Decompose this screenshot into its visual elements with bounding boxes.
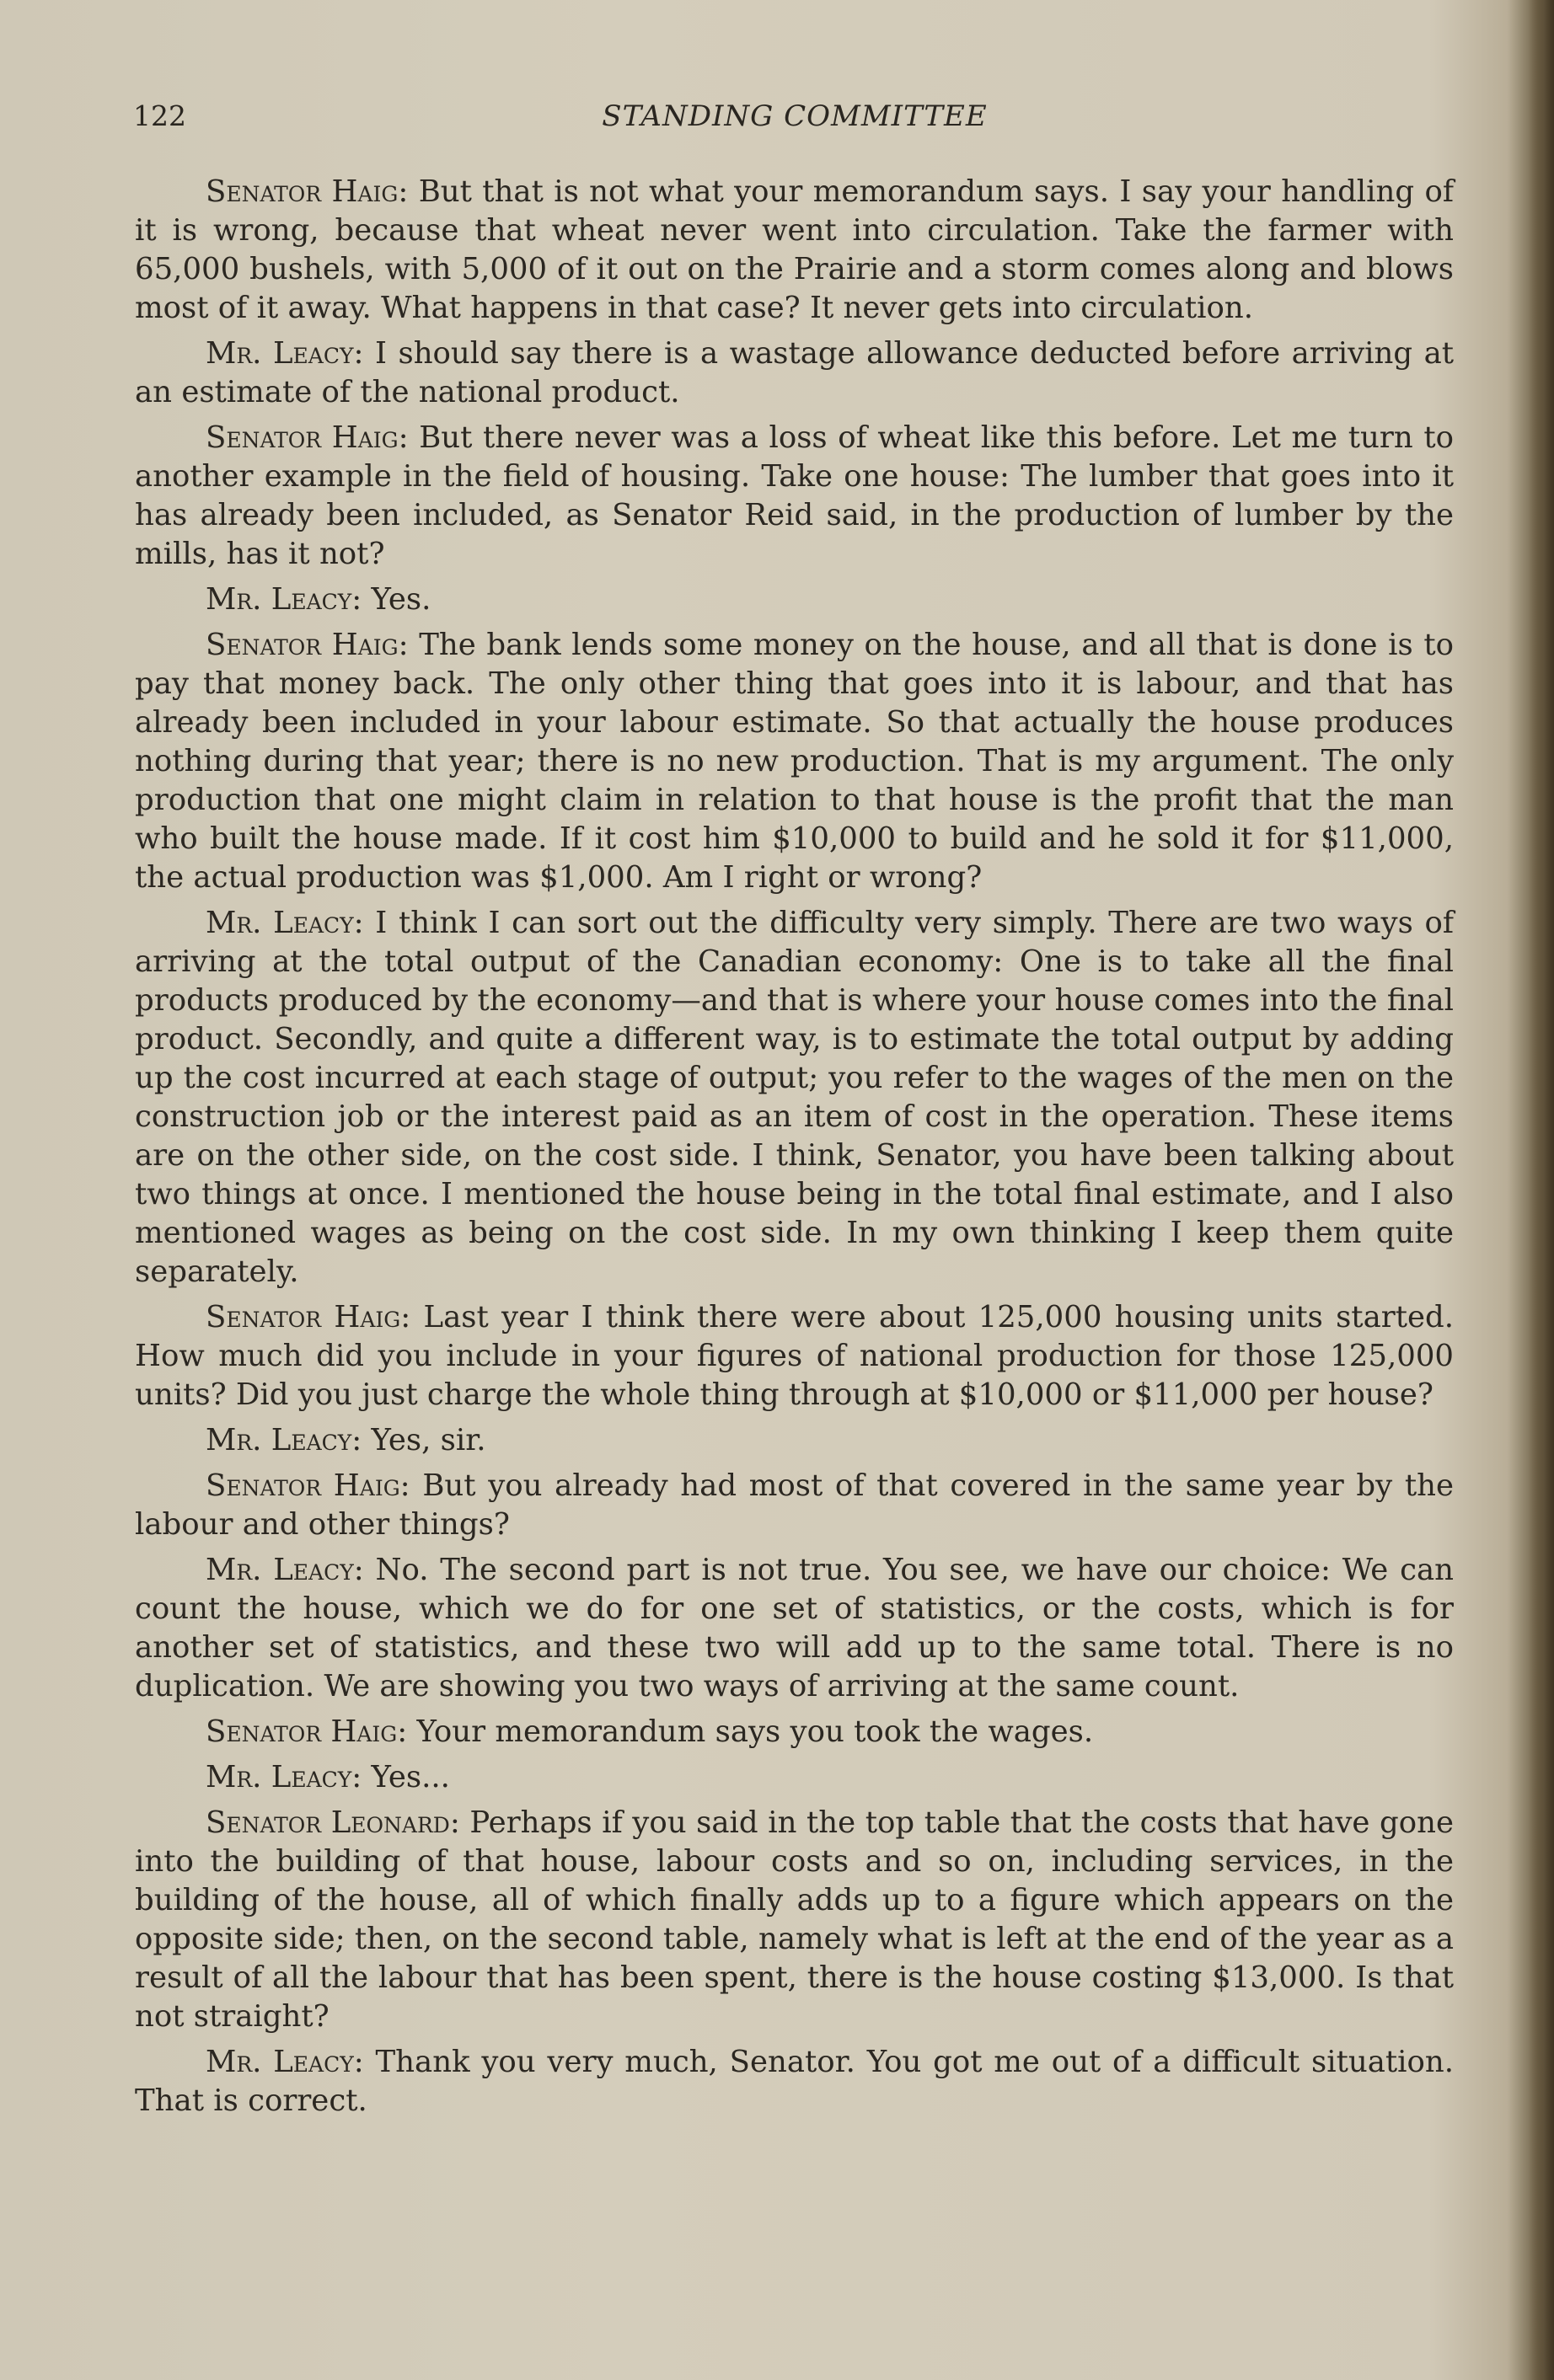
transcript-body (135, 173, 1454, 2127)
speaker-name: Mr. Leacy: (206, 1553, 364, 1587)
speech-text: But there never was a loss of wheat like this before. Let me turn to another example in the field of housing. Take one house: The lumber that goes into it has already been included, as Senator Reid said, in the production of lumber by the mills, has it not? (135, 420, 1454, 571)
paragraph-1 (135, 173, 1454, 328)
speaker-name: Mr. Leacy: (206, 1423, 362, 1457)
speech-text: Last year I think there were about 125,000 housing units started. How much did you include in your figures of national production for those 125,000 units? Did you just charge the whole thing through at $10,000 or $11,000 per house? (135, 1300, 1454, 1412)
paragraph-8 (135, 1421, 1454, 1460)
speech-text: I should say there is a wastage allowance deducted before arriving at an estimate of the national product. (135, 336, 1454, 409)
speech-text: No. The second part is not true. You see, we have our choice: We can count the house, which we do for one set of statistics, or the costs, which is for another set of statistics, and these two will add up to the same total. There is no duplication. We are showing you two ways of arriving at the same count. (135, 1553, 1454, 1703)
paragraph-4 (135, 580, 1454, 619)
speech-text: Yes, sir. (371, 1423, 486, 1457)
speech-text: Your memorandum says you took the wages. (416, 1714, 1094, 1749)
speaker-name: Mr. Leacy: (206, 906, 364, 940)
page-number: 122 (133, 99, 186, 132)
paragraph-3 (135, 419, 1454, 574)
speaker-name: Senator Haig: (206, 1300, 411, 1334)
speaker-name: Mr. Leacy: (206, 1760, 362, 1794)
speech-text: The bank lends some money on the house, and all that is done is to pay that money back. The only other thing that goes into it is labour, and that has already been included in your labour estimate. So that actually the house produces nothing during that year; there is no new production. That is my argument. The only production that one might claim in relation to that house is the profit that the man who built the house made. If it cost him $10,000 to build and he sold it for $11,000, the actual production was $1,000. Am I right or wrong? (135, 628, 1454, 895)
paragraph-11 (135, 1713, 1454, 1752)
speaker-name: Senator Haig: (206, 1468, 410, 1503)
speech-text: But you already had most of that covered in the same year by the labour and other things? (135, 1468, 1454, 1542)
speech-text: Thank you very much, Senator. You got me out of a difficult situation. That is correct. (135, 2045, 1454, 2118)
paragraph-12 (135, 1758, 1454, 1797)
paragraph-7 (135, 1298, 1454, 1415)
speech-text: I think I can sort out the difficulty very simply. There are two ways of arriving at the total output of the Canadian economy: One is to take all the final products produced by the economy—and that is where your house comes into the final product. Secondly, and quite a different way, is to estimate the total output by adding up the cost incurred at each stage of output; you refer to the wages of the men on the construction job or the interest paid as an item of cost in the operation. These items are on the other side, on the cost side. I think, Senator, you have been talking about two things at once. I mentioned the house being in the total final estimate, and I also mentioned wages as being on the cost side. In my own thinking I keep them quite separately. (135, 906, 1454, 1289)
running-head: STANDING COMMITTEE (602, 99, 988, 133)
speaker-name: Mr. Leacy: (206, 336, 364, 371)
speech-text: Yes... (371, 1760, 450, 1794)
speech-text: But that is not what your memorandum says. I say your handling of it is wrong, because that wheat never went into circulation. Take the farmer with 65,000 bushels, with 5,000 of it out on the Prairie and a storm comes along and blows most of it away. What happens in that case? It never gets into circulation. (135, 174, 1454, 325)
speaker-name: Mr. Leacy: (206, 582, 362, 617)
speaker-name: Senator Leonard: (206, 1805, 460, 1840)
speech-text: Perhaps if you said in the top table that the costs that have gone into the building of that house, labour costs and so on, including services, in the building of the house, all of which finally adds up to a figure which appears on the opposite side; then, on the second table, namely what is left at the end of the year as a result of all the labour that has been spent, there is the house costing $13,000. Is that not straight? (135, 1805, 1454, 2034)
paragraph-13 (135, 1804, 1454, 2036)
paragraph-5 (135, 626, 1454, 897)
book-spine-shadow (1529, 0, 1554, 2380)
speaker-name: Senator Haig: (206, 174, 409, 209)
paragraph-14 (135, 2043, 1454, 2121)
speaker-name: Senator Haig: (206, 628, 409, 662)
speaker-name: Senator Haig: (206, 1714, 408, 1749)
paragraph-2 (135, 334, 1454, 412)
paragraph-6 (135, 904, 1454, 1292)
speech-text: Yes. (371, 582, 431, 617)
page-header (133, 99, 1456, 150)
paragraph-10 (135, 1551, 1454, 1706)
speaker-name: Mr. Leacy: (206, 2045, 364, 2079)
speaker-name: Senator Haig: (206, 420, 409, 455)
paragraph-9 (135, 1467, 1454, 1544)
